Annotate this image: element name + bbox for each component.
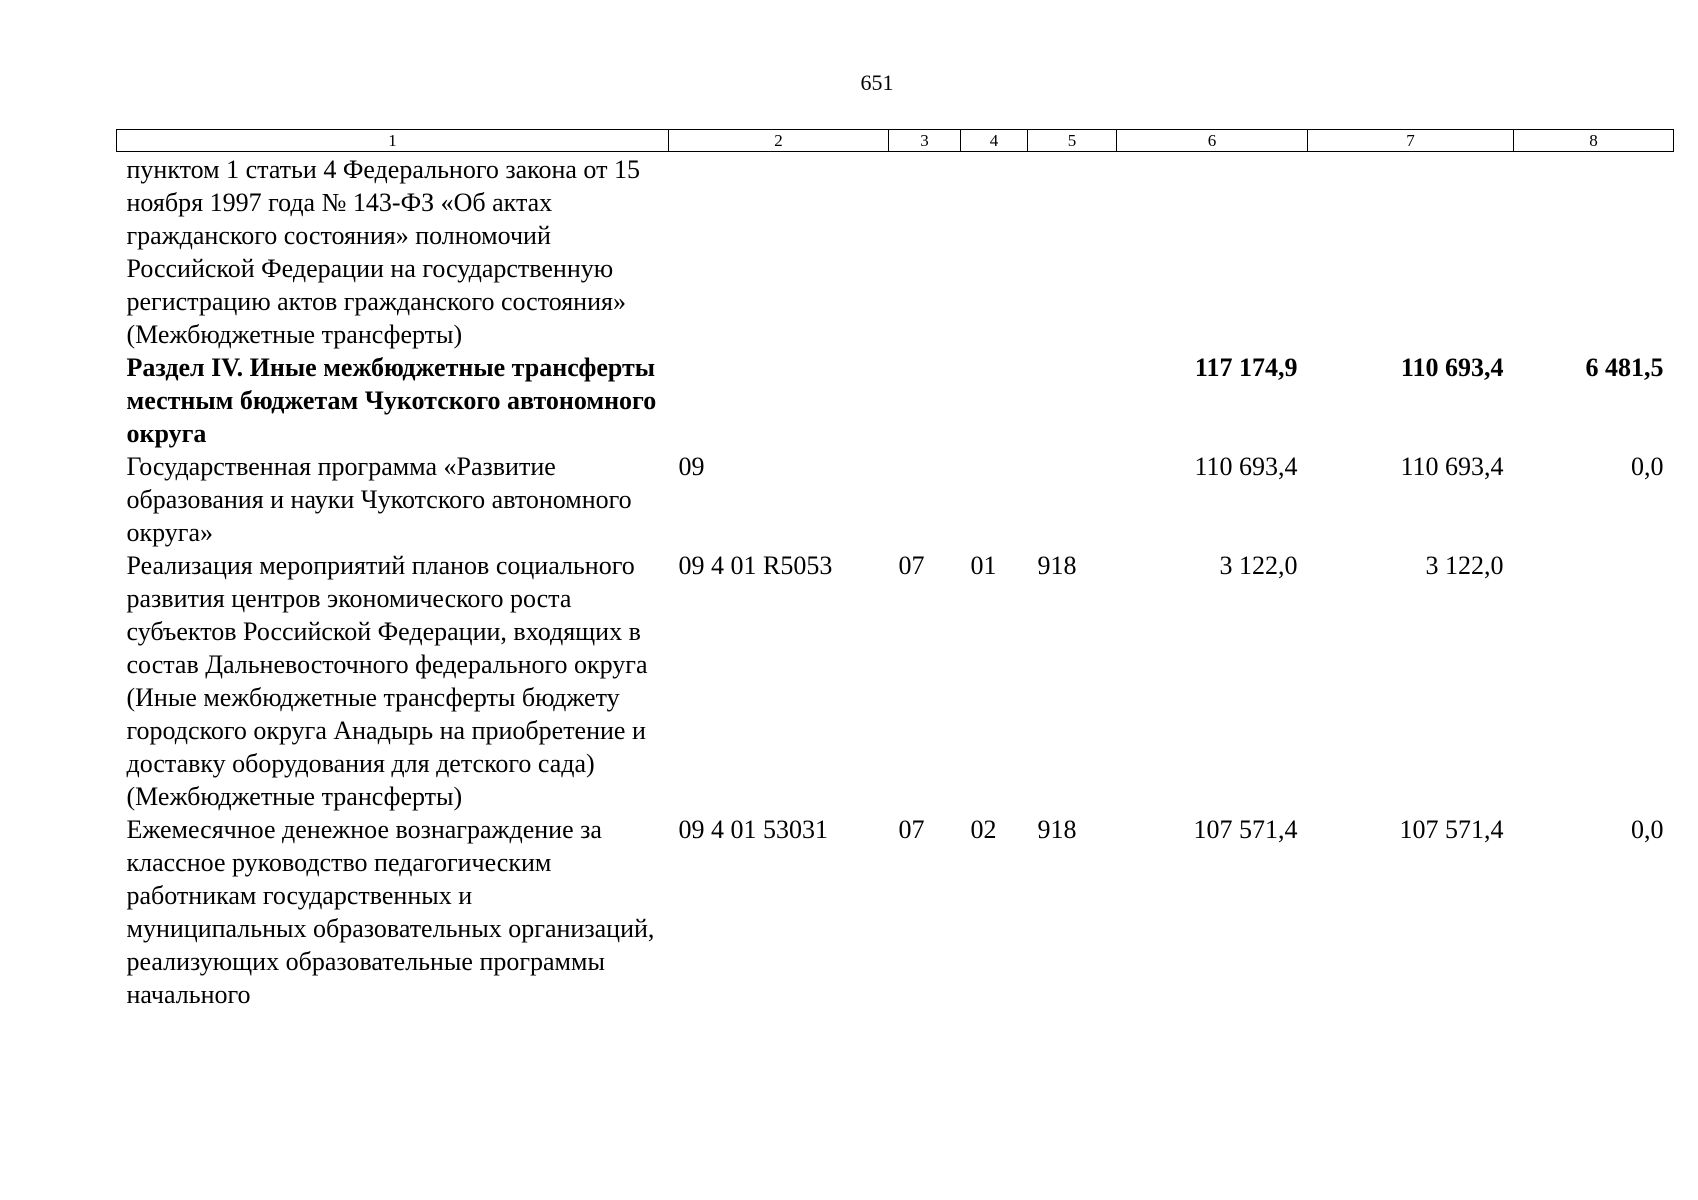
column-header: 7	[1308, 130, 1514, 152]
subsection-code	[961, 450, 1028, 549]
amount-total	[1117, 152, 1308, 352]
row-name: Раздел IV. Иные межбюджетные трансферты местным бюджетам Чукотского автономного округа	[126, 353, 657, 448]
amount-total: 117 174,9	[1194, 353, 1298, 382]
column-header: 3	[889, 130, 961, 152]
subsection-code: 02	[970, 815, 997, 844]
amount-regional: 6 481,5	[1585, 353, 1664, 382]
section-heading-row	[117, 351, 1674, 450]
table-row	[117, 813, 1674, 1011]
column-header: 8	[1514, 130, 1674, 152]
amount-regional: 0,0	[1631, 452, 1664, 481]
amount-regional: 0,0	[1631, 815, 1664, 844]
expense-type-code: 918	[1037, 815, 1077, 844]
column-header: 5	[1028, 130, 1117, 152]
amount-federal: 110 693,4	[1400, 452, 1504, 481]
expense-type-code	[1028, 152, 1117, 352]
amount-federal: 107 571,4	[1399, 815, 1504, 844]
target-code: 09 4 01 53031	[678, 815, 828, 844]
section-code	[889, 152, 961, 352]
amount-total: 107 571,4	[1193, 815, 1298, 844]
section-code	[889, 450, 961, 549]
column-header: 4	[961, 130, 1028, 152]
row-name: Ежемесячное денежное вознаграждение за классное руководство педагогическим работникам государственных и муниципальных образовательных организаций, реализующих образовательные программы начального	[126, 815, 655, 1009]
table-row	[117, 450, 1674, 549]
section-code: 07	[898, 551, 925, 580]
target-code	[669, 351, 889, 450]
amount-regional	[1514, 152, 1674, 352]
budget-table	[116, 129, 1674, 1011]
target-code: 09	[678, 452, 705, 481]
subsection-code	[961, 351, 1028, 450]
amount-total: 110 693,4	[1194, 452, 1298, 481]
table-row	[117, 549, 1674, 813]
section-code	[889, 351, 961, 450]
target-code: 09 4 01 R5053	[678, 551, 833, 580]
table-row	[117, 152, 1674, 352]
page-number: 651	[860, 70, 894, 95]
subsection-code: 01	[970, 551, 997, 580]
amount-federal: 3 122,0	[1425, 551, 1504, 580]
amount-regional	[1514, 549, 1674, 813]
amount-total: 3 122,0	[1219, 551, 1298, 580]
amount-federal: 110 693,4	[1400, 353, 1504, 382]
column-header: 1	[117, 130, 669, 152]
expense-type-code	[1028, 351, 1117, 450]
expense-type-code: 918	[1037, 551, 1077, 580]
amount-federal	[1308, 152, 1514, 352]
section-code: 07	[898, 815, 925, 844]
row-name: Государственная программа «Развитие образования и науки Чукотского автономного округа»	[126, 452, 632, 547]
row-name: пунктом 1 статьи 4 Федерального закона от 15 ноября 1997 года № 143-ФЗ «Об актах гражданского состояния» полномочий Российской Федерации на государственную регистрацию актов гражданского состояния» (Межбюджетные трансферты)	[126, 155, 640, 349]
column-header: 6	[1117, 130, 1308, 152]
target-code	[669, 152, 889, 352]
column-header: 2	[669, 130, 889, 152]
subsection-code	[961, 152, 1028, 352]
column-number-header-row	[117, 130, 1674, 152]
row-name: Реализация мероприятий планов социального развития центров экономического роста субъектов Российской Федерации, входящих в состав Дальневосточного федерального округа (Иные межбюджетные трансферты бюджету городского округа Анадырь на приобретение и доставку оборудования для детского сада) (Межбюджетные трансферты)	[126, 551, 648, 811]
expense-type-code	[1028, 450, 1117, 549]
